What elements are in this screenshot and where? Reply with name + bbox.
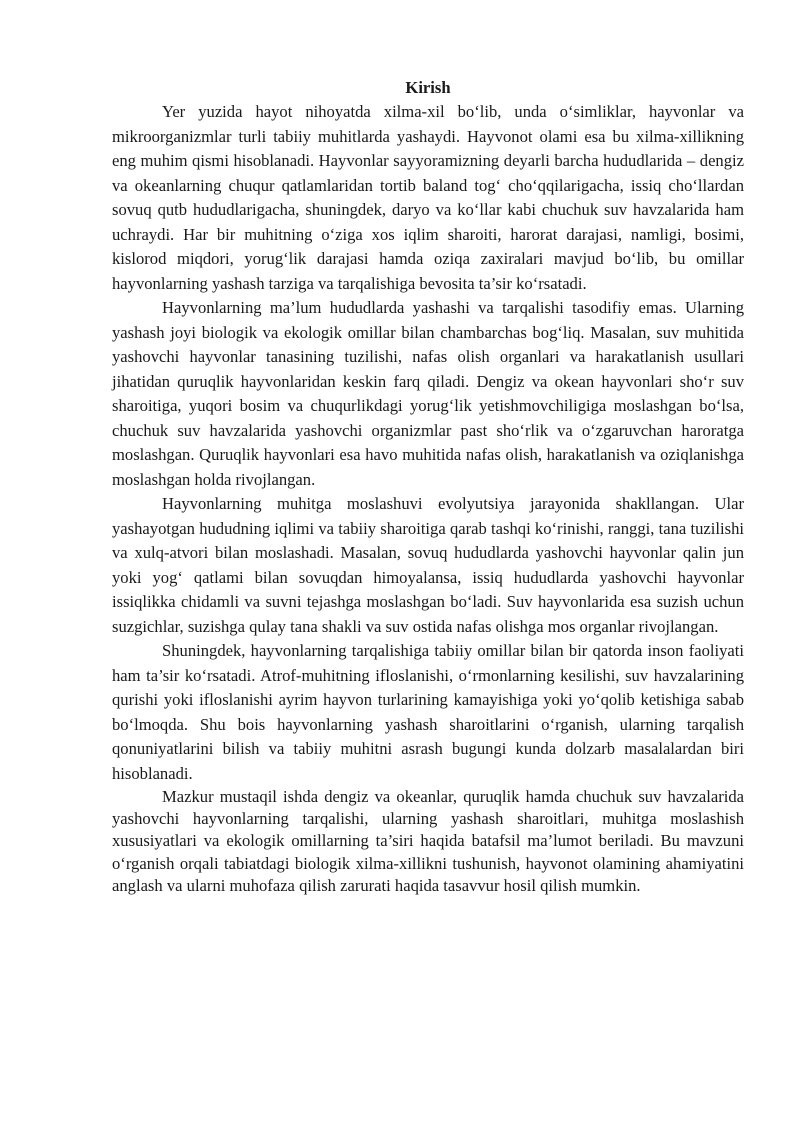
paragraph-2: Hayvonlarning ma’lum hududlarda yashashi va tarqalishi tasodifiy emas. Ularning yashash joyi biologik va ekologik omillar bilan chambarchas bog‘liq. Masalan, suv muhitida yashovchi hayvonlar tanasining tuzilishi, nafas olish organlari va harakatlanish usullari jihatidan quruqlik hayvonlaridan keskin farq qiladi. Dengiz va okean hayvonlari sho‘r suv sharoitiga, yuqori bosim va chuqurlikdagi yorug‘lik yetishmovchiligiga moslashgan bo‘lsa, chuchuk suv havzalarida yashovchi organizmlar past sho‘rlik va o‘zgaruvchan haroratga moslashgan. Quruqlik hayvonlari esa havo muhitida nafas olish, harakatlanish va oziqlanishga moslashgan holda rivojlangan.: [112, 298, 744, 489]
paragraph-4: Shuningdek, hayvonlarning tarqalishiga tabiiy omillar bilan bir qatorda inson faoliyati ham ta’sir ko‘rsatadi. Atrof-muhitning ifloslanishi, o‘rmonlarning kesilishi, suv havzalarining qurishi yoki ifloslanishi ayrim hayvon turlarining kamayishiga yoki yo‘qolib ketishiga sabab bo‘lmoqda. Shu bois hayvonlarning yashash sharoitlarini o‘rganish, ularning tarqalish qonuniyatlarini bilish va tabiiy muhitni asrash bugungi kunda dolzarb masalalardan biri hisoblanadi.: [112, 641, 744, 783]
paragraph-1: Yer yuzida hayot nihoyatda xilma-xil bo‘lib, unda o‘simliklar, hayvonlar va mikroorganizmlar turli tabiiy muhitlarda yashaydi. Hayvonot olami esa bu xilma-xillikning eng muhim qismi hisoblanadi. Hayvonlar sayyoramizning deyarli barcha hududlarida – dengiz va okeanlarning chuqur qatlamlaridan tortib baland tog‘ cho‘qqilarigacha, issiq cho‘llardan sovuq qutb hududlarigacha, shuningdek, daryo va ko‘llar kabi chuchuk suv havzalarida ham uchraydi. Har bir muhitning o‘ziga xos iqlim sharoiti, harorat darajasi, namligi, bosimi, kislorod miqdori, yorug‘lik darajasi hamda oziqa zaxiralari mavjud bo‘lib, bu omillar hayvonlarning yashash tarziga va tarqalishiga bevosita ta’sir ko‘rsatadi.: [112, 102, 744, 293]
paragraph-5: Mazkur mustaqil ishda dengiz va okeanlar, quruqlik hamda chuchuk suv havzalarida yashovchi hayvonlarning tarqalishi, ularning yashash sharoitlari, muhitga moslashish xususiyatlari va ekologik omillarning ta’siri haqida batafsil ma’lumot beriladi. Bu mavzuni o‘rganish orqali tabiatdagi biologik xilma-xillikni tushunish, hayvonot olamining ahamiyatini anglash va ularni muhofaza qilish zarurati haqida tasavvur hosil qilish mumkin.: [112, 787, 744, 895]
document-title: Kirish: [405, 78, 451, 97]
paragraph-3: Hayvonlarning muhitga moslashuvi evolyutsiya jarayonida shakllangan. Ular yashayotgan hududning iqlimi va tabiiy sharoitiga qarab tashqi ko‘rinishi, ranggi, tana tuzilishi va xulq-atvori bilan moslashadi. Masalan, sovuq hududlarda yashovchi hayvonlar qalin jun yoki yog‘ qatlami bilan sovuqdan himoyalansa, issiq hududlarda yashovchi hayvonlar issiqlikka chidamli va suvni tejashga moslashgan bo‘ladi. Suv hayvonlarida esa suzish uchun suzgichlar, suzishga qulay tana shakli va suv ostida nafas olishga mos organlar rivojlangan.: [112, 494, 744, 636]
document-page: [112, 76, 744, 897]
